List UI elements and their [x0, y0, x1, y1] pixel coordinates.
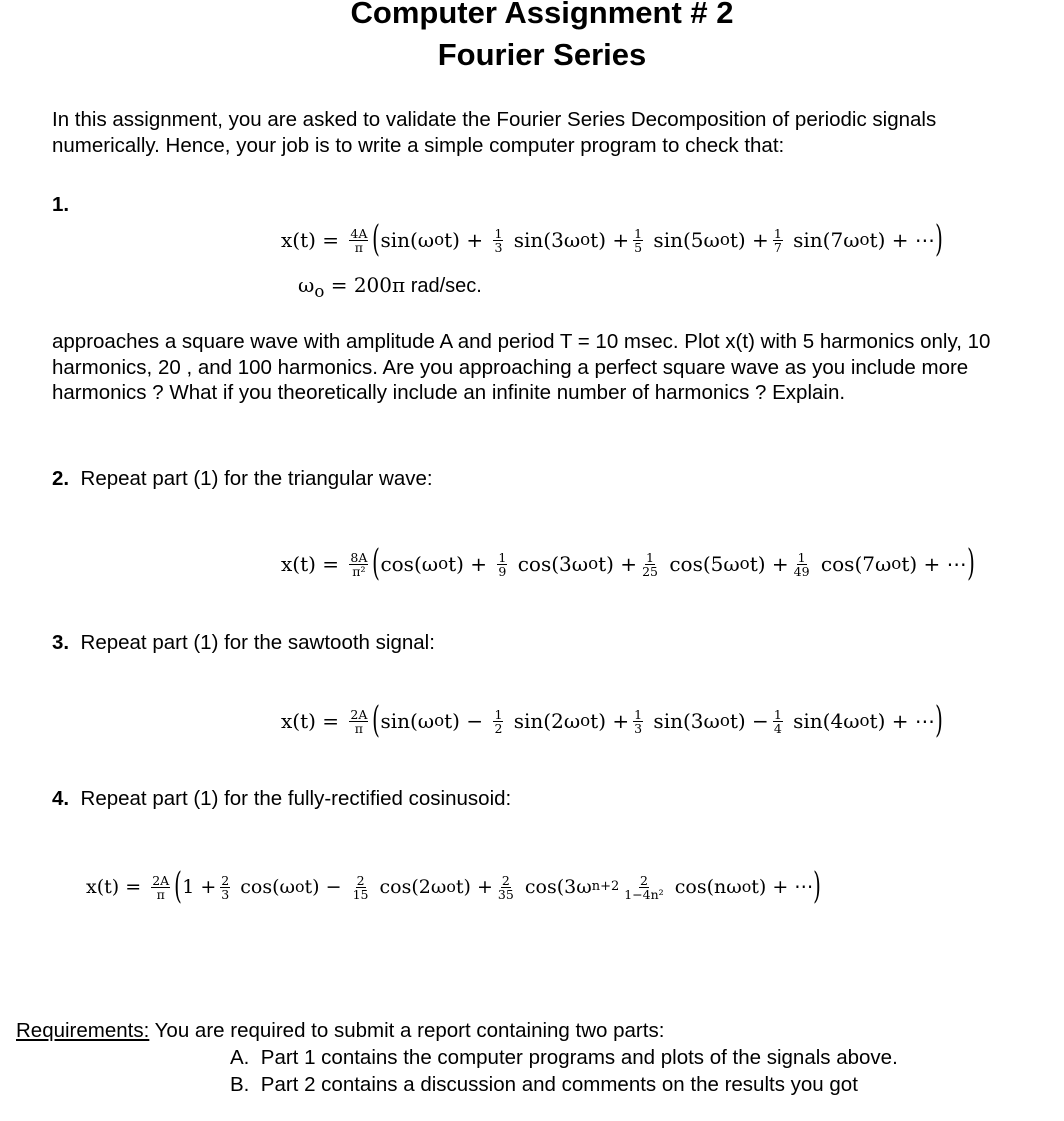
page-title: Computer Assignment # 2 — [350, 0, 734, 30]
equation-1: x(t) = $\frac{4A}{\pi}$ ( sin(ω o t) + $\frac{1}{3}$ sin(3ω o t) + $\frac{1}{5}$ sin(5ω o t) + $\frac{1}{7}$ sin(7ω o t) + ⋯ ) — [281, 219, 943, 260]
page-subtitle: Fourier Series — [437, 37, 647, 72]
coef-fraction: $\frac{4A}{\pi}$ — [350, 225, 368, 255]
requirements-label: Requirements: — [16, 1019, 150, 1042]
question-1-number: 1. — [52, 193, 70, 216]
equation-3: x(t) = $\frac{2A}{\pi}$ ( sin(ω o t) − $\frac{1}{2}$ sin(2ω o t) + $\frac{1}{3}$ sin(3ω o t) − $\frac{1}{4}$ sin(4ω o t) + ⋯ ) — [281, 700, 943, 741]
requirement-item-a: A. Part 1 contains the computer programs and plots of the signals above. — [230, 1046, 898, 1069]
equation-2: x(t) = $\frac{8A}{\text{π²}}$ ( cos(ω o t) + $\frac{1}{9}$ cos(3ω o t) + $\frac{1}{25}$ cos(5ω o t) + $\frac{1}{49}$ cos(7ω o t) + ⋯ ) — [281, 543, 975, 584]
question-1-body: approaches a square wave with amplitude A and period T = 10 msec. Plot x(t) with 5 harmonics only, 10 harmonics, 20 , and 100 harmonics. Are you approaching a perfect square wave as you include more harmonics ? What if you theoretically include an infinite number of harmonics ? Explain. — [52, 330, 991, 404]
requirement-item-b: B. Part 2 contains a discussion and comments on the results you got — [230, 1073, 858, 1096]
question-4: 4. Repeat part (1) for the fully-rectified cosinusoid: — [52, 787, 512, 810]
intro-paragraph: In this assignment, you are asked to validate the Fourier Series Decomposition of periodic signals numerically. Hence, your job is to write a simple computer program to check that: — [52, 108, 937, 157]
question-3: 3. Repeat part (1) for the sawtooth signal: — [52, 631, 435, 654]
omega-definition: $\omega_o = 200\pi$ rad/sec. — [298, 273, 482, 301]
equation-4: x(t) = $\frac{2A}{\pi}$ ( 1 + $\frac{2}{3}$ cos(ω o t) − $\frac{2}{15}$ cos(2ω o t) + $\frac{2}{35}$ cos(3ω n+2 $\frac{2}{\text{1−4n²}}$ cos(nω o t) + ⋯ ) — [86, 866, 822, 907]
requirements-header: Requirements: You are required to submit a report containing two parts: — [16, 1019, 665, 1042]
question-2: 2. Repeat part (1) for the triangular wave: — [52, 467, 433, 490]
